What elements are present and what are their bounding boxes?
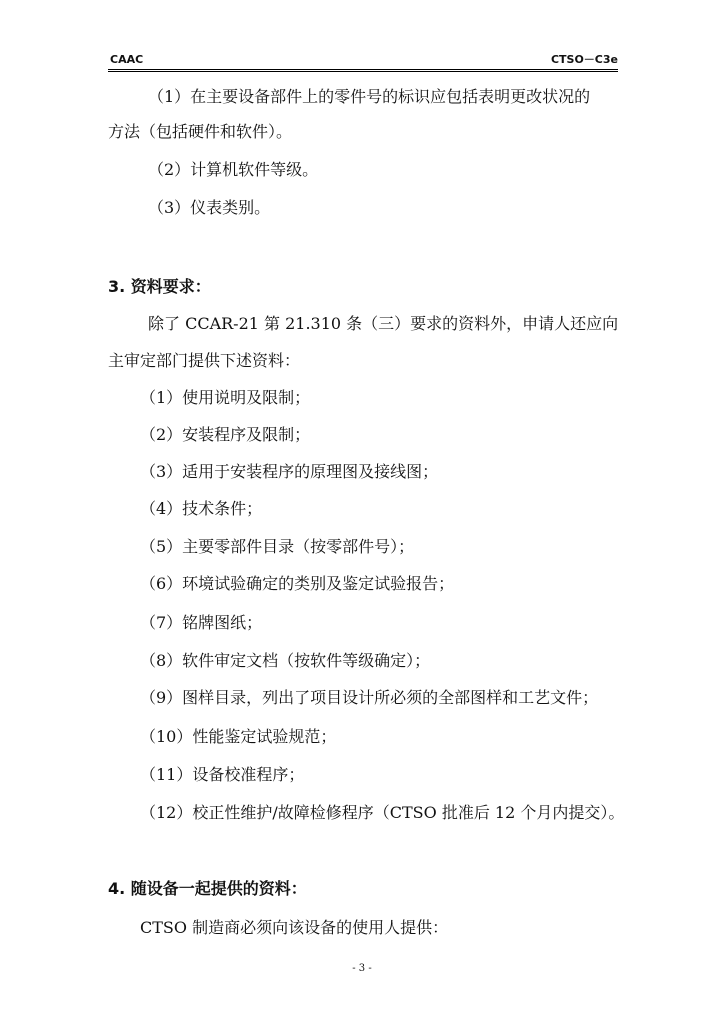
section-heading: 4. 随设备一起提供的资料： [108, 879, 307, 898]
list-item: （10）性能鉴定试验规范； [140, 727, 337, 746]
list-item: （6）环境试验确定的类别及鉴定试验报告； [140, 574, 455, 593]
body-line: （1）在主要设备部件上的零件号的标识应包括表明更改状况的 [148, 87, 591, 106]
list-item: （3）适用于安装程序的原理图及接线图； [140, 462, 439, 481]
body-line: 主审定部门提供下述资料： [108, 351, 301, 370]
body-line: 除了 CCAR-21 第 21.310 条（三）要求的资料外，申请人还应向 [148, 314, 619, 333]
body-line: （3）仪表类别。 [148, 198, 271, 217]
list-item: （1）使用说明及限制； [140, 388, 311, 407]
body-line: 方法（包括硬件和软件）。 [108, 122, 293, 141]
body-line: （2）计算机软件等级。 [148, 160, 319, 179]
header-rule [108, 69, 618, 70]
section-heading: 3. 资料要求： [108, 277, 211, 296]
header-right: CTSO－C3e [550, 53, 618, 66]
list-item: （2）安装程序及限制； [140, 425, 311, 444]
list-item: （9）图样目录，列出了项目设计所必须的全部图样和工艺文件； [140, 688, 599, 707]
header-rule-secondary [108, 71, 618, 72]
list-item: （11）设备校准程序； [140, 765, 305, 784]
list-item: （12）校正性维护/故障检修程序（CTSO 批准后 12 个月内提交）。 [140, 803, 625, 822]
body-line: CTSO 制造商必须向该设备的使用人提供： [140, 918, 449, 937]
page-number: - 3 - [352, 963, 372, 974]
list-item: （4）技术条件； [140, 499, 263, 518]
list-item: （8）软件审定文档（按软件等级确定）； [140, 651, 431, 670]
list-item: （5）主要零部件目录（按零部件号）； [140, 537, 415, 556]
list-item: （7）铭牌图纸； [140, 613, 263, 632]
header-left: CAAC [110, 53, 144, 66]
